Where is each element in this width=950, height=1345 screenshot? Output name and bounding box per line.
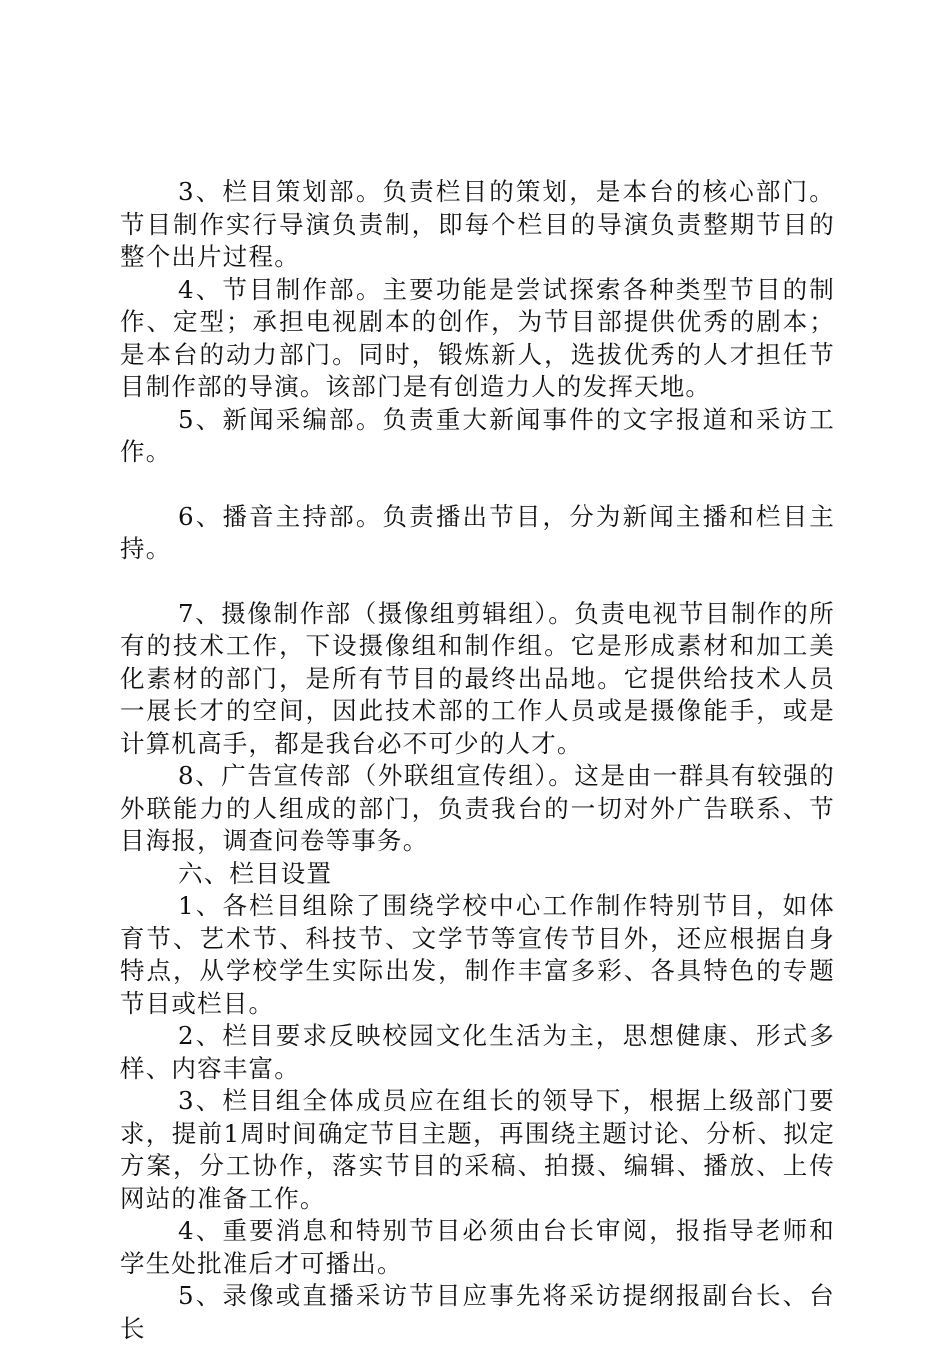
paragraph-program-planning: 3、栏目策划部。负责栏目的策划，是本台的核心部门。节目制作实行导演负责制，即每个栏目的导演负责整期节目的整个出片过程。 [120, 177, 835, 271]
paragraph-column-rule-1: 1、各栏目组除了围绕学校中心工作制作特别节目，如体育节、艺术节、科技节、文学节等宣传节目外，还应根据自身特点，从学校学生实际出发，制作丰富多彩、各具特色的专题节目或栏目。 [120, 891, 835, 1018]
section-heading-column-setup: 六、栏目设置 [178, 858, 333, 888]
paragraph-column-rule-4: 4、重要消息和特别节目必须由台长审阅，报指导老师和学生处批准后才可播出。 [120, 1216, 835, 1278]
paragraph-column-rule-5: 5、录像或直播采访节目应事先将采访提纲报副台长、台长 [120, 1281, 835, 1343]
paragraph-news-editing: 5、新闻采编部。负责重大新闻事件的文字报道和采访工作。 [120, 404, 835, 466]
paragraph-broadcast-hosting: 6、播音主持部。负责播出节目，分为新闻主播和栏目主持。 [120, 501, 835, 563]
paragraph-column-rule-3: 3、栏目组全体成员应在组长的领导下，根据上级部门要求，提前1周时间确定节目主题，再围绕主题讨论、分析、拟定方案，分工协作，落实节目的采稿、拍摄、编辑、播放、上传网站的准备工作。 [120, 1086, 835, 1213]
document-body [120, 176, 835, 1345]
paragraph-advertising: 8、广告宣传部（外联组宣传组）。这是由一群具有较强的外联能力的人组成的部门，负责我台的一切对外广告联系、节目海报，调查问卷等事务。 [120, 761, 835, 855]
paragraph-camera-production: 7、摄像制作部（摄像组剪辑组）。负责电视节目制作的所有的技术工作，下设摄像组和制作组。它是形成素材和加工美化素材的部门，是所有节目的最终出品地。它提供给技术人员一展长才的空间，因此技术部的工作人员或是摄像能手，或是计算机高手，都是我台必不可少的人才。 [120, 598, 835, 758]
paragraph-column-rule-2: 2、栏目要求反映校园文化生活为主，思想健康、形式多样、内容丰富。 [120, 1021, 835, 1083]
paragraph-program-production: 4、节目制作部。主要功能是尝试探索各种类型节目的制作、定型；承担电视剧本的创作，为节目部提供优秀的剧本；是本台的动力部门。同时，锻炼新人，选拔优秀的人才担任节目制作部的导演。该部门是有创造力人的发挥天地。 [120, 274, 835, 401]
